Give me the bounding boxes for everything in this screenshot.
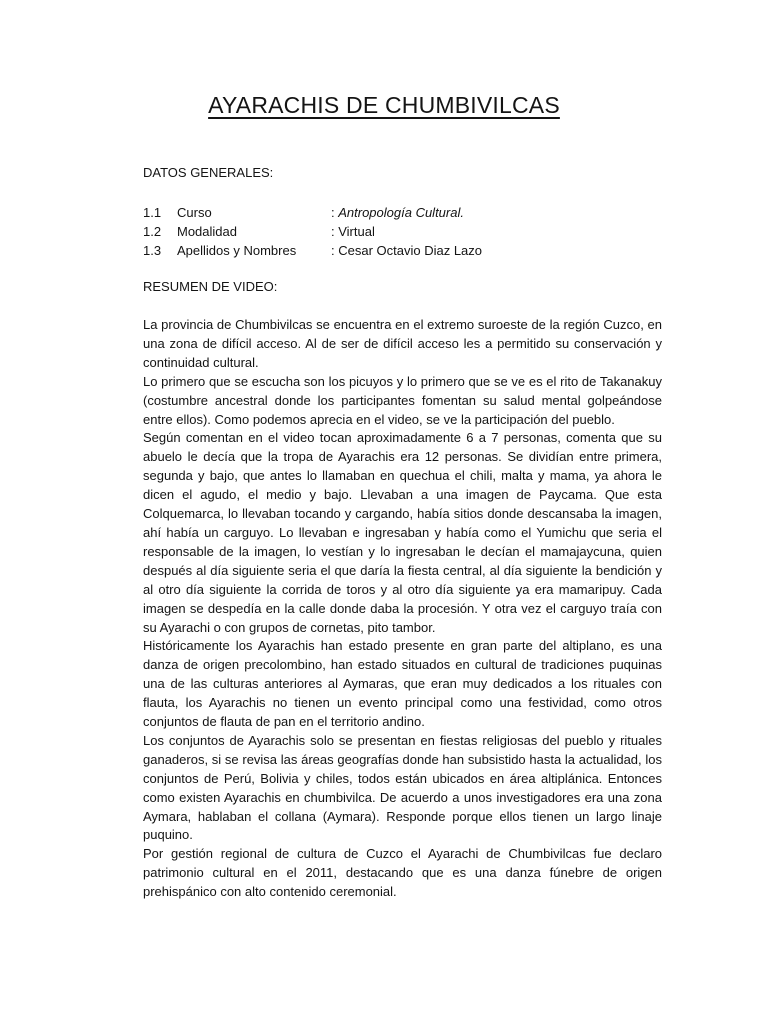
paragraph: Los conjuntos de Ayarachis solo se presentan en fiestas religiosas del pueblo y rituales ganaderos, si se revisa las áreas geografías donde han subsistido hasta la actualidad, los conjuntos de Perú, Bolivia y chiles, todos están ubicados en área altiplánica. Entonces como existen Ayarachis en chumbivilca. De acuerdo a unos investigadores era una zona Aymara, hablaban el collana (Aymara). Responde porque ellos tienen un largo linaje puquino. (143, 732, 662, 843)
paragraph: Lo primero que se escucha son los picuyos y lo primero que se ve es el rito de Takanakuy (costumbre ancestral donde los participantes fomentan su salud mental golpeándose entre ellos). Como podemos aprecia en el video, se ve la participación del pueblo. (143, 373, 662, 427)
info-value-text: Cesar Octavio Diaz Lazo (338, 243, 483, 258)
info-value (331, 241, 482, 260)
info-number: 1.2 (143, 224, 162, 239)
info-separator: : (331, 243, 339, 258)
info-separator: : (331, 205, 339, 220)
summary-body (143, 316, 662, 902)
info-separator: : (331, 224, 339, 239)
info-key: Apellidos y Nombres (177, 243, 297, 258)
info-value-text: Antropología Cultural. (338, 205, 464, 220)
info-key: Curso (177, 205, 212, 220)
info-number: 1.1 (143, 205, 162, 220)
paragraph: Por gestión regional de cultura de Cuzco el Ayarachi de Chumbivilcas fue declaro patrimonio cultural en el 2011, destacando que es una danza fúnebre de origen prehispánico con alto contenido ceremonial. (143, 846, 662, 900)
info-value (331, 222, 375, 241)
datos-generales-heading: DATOS GENERALES: (143, 165, 274, 180)
paragraph: La provincia de Chumbivilcas se encuentra en el extremo suroeste de la región Cuzco, en una zona de difícil acceso. Al de ser de difícil acceso les a permitido su conservación y continuidad cultural. (143, 317, 662, 370)
document-title: AYARACHIS DE CHUMBIVILCAS (208, 92, 560, 118)
info-value-text: Virtual (338, 224, 375, 239)
info-key: Modalidad (177, 224, 237, 239)
info-number: 1.3 (143, 243, 162, 258)
resumen-heading: RESUMEN DE VIDEO: (143, 279, 278, 294)
paragraph: Según comentan en el video tocan aproximadamente 6 a 7 personas, comenta que su abuelo le decía que la tropa de Ayarachis era 12 personas. Se dividían entre primera, segunda y bajo, que antes lo llamaban en quechua el chili, malta y mama, ya ahora le dicen el agudo, el medio y bajo. Llevaban a una imagen de Paycama. Que esta Colquemarca, lo llevaban tocando y cargando, había sitios donde descansaba la imagen, ahí había un carguyo. Lo llevaban e ingresaban y había como el Yumichu que seria el responsable de la imagen, lo vestían y lo ingresaban le decían el mamajaycuna, quien después al día siguiente seria el que daría la fiesta central, al día siguiente la bendición y al otro día siguiente la corrida de toros y al otro día siguiente ya era mamaripuy. Cada imagen se despedía en la calle donde daba la procesión. Y otra vez el carguyo traía con su Ayarachi o con grupos de cornetas, pito tambor. (143, 430, 662, 635)
info-value (331, 203, 464, 222)
paragraph: Históricamente los Ayarachis han estado presente en gran parte del altiplano, es una danza de origen precolombino, han estado situados en cultural de tradiciones puquinas una de las culturas anteriores al Aymaras, que eran muy dedicados a los rituales con flauta, los Ayarachis no tienen un evento principal como una festividad, como otros conjuntos de flauta de pan en el territorio andino. (143, 638, 662, 730)
